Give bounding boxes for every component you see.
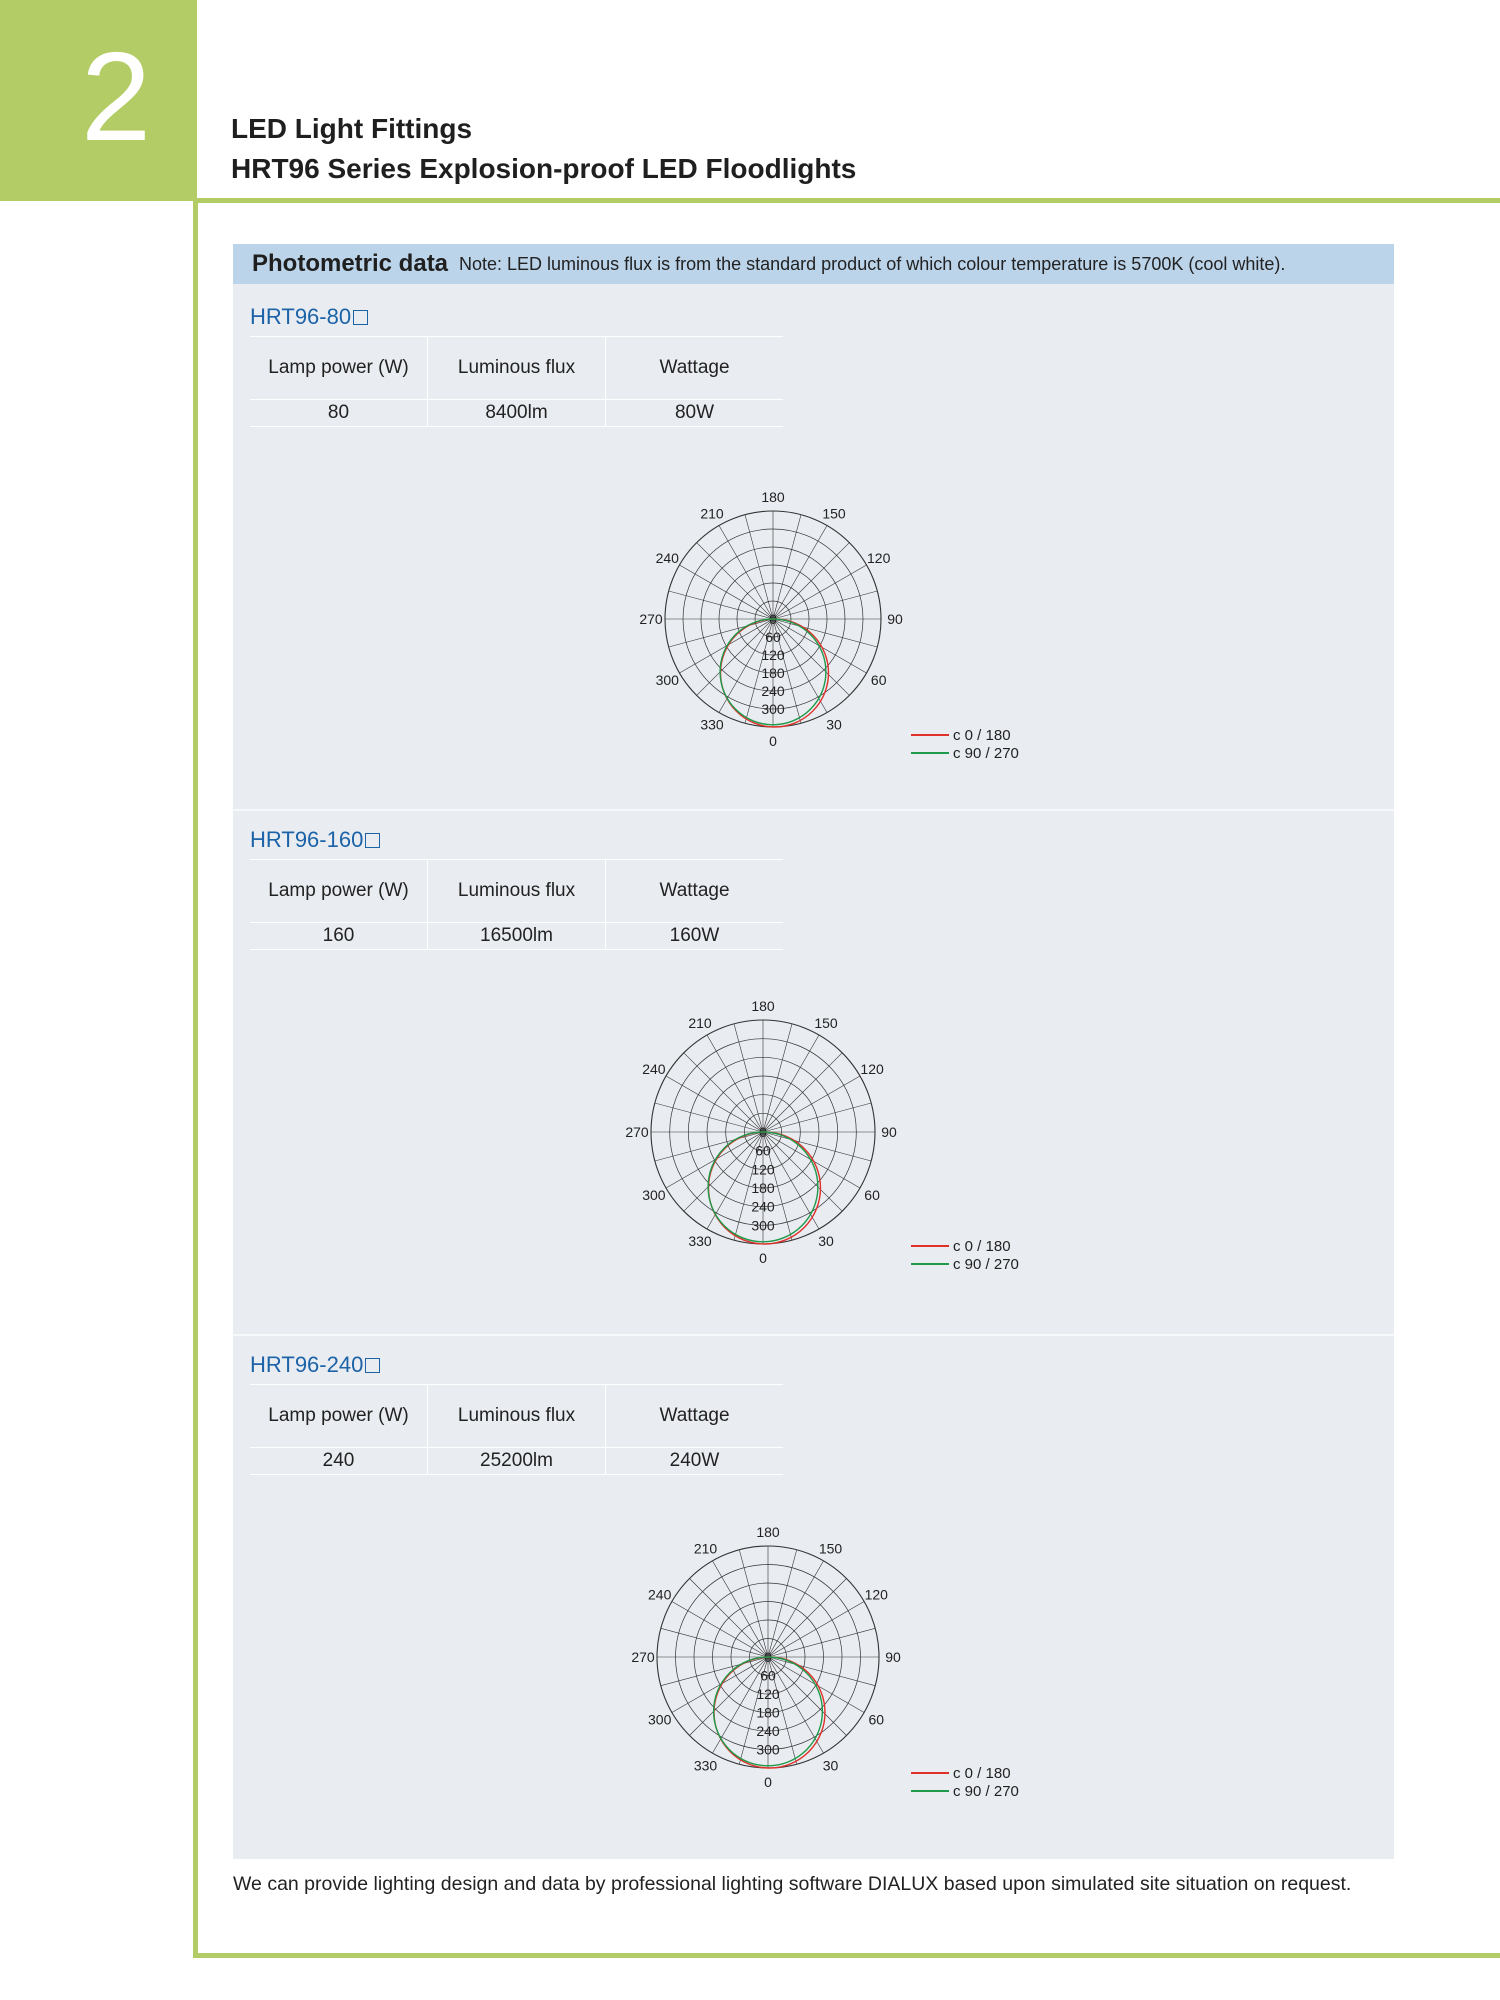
panel-title: Photometric data bbox=[252, 250, 449, 277]
spec-table bbox=[250, 1384, 783, 1475]
angle-tick-label: 270 bbox=[631, 1649, 655, 1665]
radial-tick-label: 240 bbox=[761, 683, 785, 699]
model-name bbox=[250, 1352, 380, 1378]
header-lamp-power: Lamp power (W) bbox=[250, 1385, 428, 1448]
footer-note: We can provide lighting design and data by professional lighting software DIALUX based upon simulated site situation on request. bbox=[233, 1873, 1352, 1895]
polar-spoke bbox=[680, 565, 774, 619]
cell-luminous-flux: 25200lm bbox=[428, 1448, 606, 1475]
polar-spoke bbox=[768, 1657, 847, 1736]
angle-tick-label: 120 bbox=[864, 1586, 888, 1603]
page-title: LED Light Fittings bbox=[231, 113, 473, 144]
angle-tick-label: 0 bbox=[759, 1250, 767, 1266]
spec-value-row bbox=[250, 1448, 783, 1475]
radial-tick-label: 0 bbox=[759, 1124, 767, 1140]
radial-tick-label: 60 bbox=[755, 1142, 771, 1159]
angle-tick-label: 90 bbox=[887, 611, 903, 627]
variant-checkbox-icon bbox=[365, 833, 380, 848]
angle-tick-label: 60 bbox=[864, 1187, 880, 1203]
model-label: HRT96-240 bbox=[250, 1352, 364, 1377]
radial-tick-label: 60 bbox=[765, 629, 781, 645]
angle-tick-label: 330 bbox=[700, 716, 724, 733]
legend-item bbox=[911, 1255, 1019, 1273]
legend-item bbox=[911, 726, 1019, 744]
legend-item bbox=[911, 1782, 1019, 1800]
spec-header-row bbox=[250, 337, 783, 400]
angle-tick-label: 210 bbox=[700, 505, 724, 522]
header-lamp-power: Lamp power (W) bbox=[250, 860, 428, 923]
radial-tick-label: 120 bbox=[761, 647, 785, 663]
header-wattage: Wattage bbox=[606, 1385, 784, 1448]
angle-tick-label: 240 bbox=[642, 1061, 666, 1077]
radial-tick-label: 240 bbox=[751, 1198, 775, 1215]
polar-spoke bbox=[763, 1035, 819, 1132]
angle-tick-label: 180 bbox=[761, 489, 785, 505]
section-divider bbox=[233, 1334, 1394, 1336]
spec-header-row bbox=[250, 1385, 783, 1448]
legend-label: c 0 / 180 bbox=[953, 726, 1011, 744]
legend-swatch bbox=[911, 734, 949, 736]
angle-tick-label: 0 bbox=[769, 733, 777, 749]
radial-tick-label: 240 bbox=[756, 1723, 780, 1739]
cell-wattage: 160W bbox=[606, 923, 784, 950]
radial-tick-label: 0 bbox=[764, 1649, 772, 1665]
angle-tick-label: 150 bbox=[818, 1540, 843, 1557]
legend-label: c 0 / 180 bbox=[953, 1237, 1011, 1255]
header-rule bbox=[197, 198, 1500, 203]
legend-item bbox=[911, 1237, 1019, 1255]
angle-tick-label: 30 bbox=[826, 716, 842, 733]
chart-legend bbox=[911, 726, 1019, 762]
angle-tick-label: 180 bbox=[756, 1524, 780, 1540]
angle-tick-label: 150 bbox=[814, 1014, 838, 1031]
polar-intensity-chart bbox=[598, 1512, 938, 1802]
spec-header-row bbox=[250, 860, 783, 923]
cell-luminous-flux: 16500lm bbox=[428, 923, 606, 950]
polar-spoke bbox=[773, 526, 827, 620]
angle-tick-label: 120 bbox=[860, 1061, 884, 1077]
radial-tick-label: 300 bbox=[761, 701, 785, 717]
legend-swatch bbox=[911, 1772, 949, 1774]
model-label: HRT96-160 bbox=[250, 827, 364, 852]
angle-tick-label: 90 bbox=[885, 1649, 901, 1665]
angle-tick-label: 90 bbox=[881, 1124, 897, 1140]
spec-table bbox=[250, 859, 783, 950]
angle-tick-label: 180 bbox=[751, 998, 775, 1014]
angle-tick-label: 0 bbox=[764, 1774, 772, 1790]
polar-spoke bbox=[684, 1053, 763, 1132]
angle-tick-label: 270 bbox=[639, 611, 663, 627]
panel-header bbox=[233, 244, 1394, 284]
legend-label: c 90 / 270 bbox=[953, 1782, 1019, 1800]
angle-tick-label: 330 bbox=[688, 1233, 712, 1250]
angle-tick-label: 60 bbox=[868, 1711, 885, 1728]
chart-legend bbox=[911, 1237, 1019, 1273]
chapter-number: 2 bbox=[80, 26, 152, 167]
polar-spoke bbox=[773, 565, 867, 619]
panel-note: Note: LED luminous flux is from the standard product of which colour temperature is 5700K (cool white). bbox=[459, 254, 1286, 274]
left-rule bbox=[193, 198, 198, 1958]
radial-tick-label: 300 bbox=[756, 1741, 780, 1758]
legend-swatch bbox=[911, 752, 949, 754]
radial-tick-label: 0 bbox=[769, 611, 777, 627]
spec-value-row bbox=[250, 923, 783, 950]
header-wattage: Wattage bbox=[606, 337, 784, 400]
spec-value-row bbox=[250, 400, 783, 427]
angle-tick-label: 330 bbox=[693, 1757, 718, 1774]
radial-tick-label: 180 bbox=[751, 1180, 775, 1196]
legend-item bbox=[911, 744, 1019, 762]
angle-tick-label: 210 bbox=[688, 1014, 712, 1031]
section-divider bbox=[233, 809, 1394, 811]
photometric-panel bbox=[233, 244, 1394, 1859]
header-luminous-flux: Luminous flux bbox=[428, 860, 606, 923]
model-label: HRT96-80 bbox=[250, 304, 352, 329]
radial-tick-label: 120 bbox=[751, 1161, 775, 1178]
cell-lamp-power: 80 bbox=[250, 400, 428, 427]
polar-spoke bbox=[763, 1053, 842, 1132]
cell-lamp-power: 240 bbox=[250, 1448, 428, 1475]
legend-swatch bbox=[911, 1263, 949, 1265]
angle-tick-label: 270 bbox=[625, 1124, 649, 1140]
polar-spoke bbox=[672, 1602, 768, 1658]
cell-luminous-flux: 8400lm bbox=[428, 400, 606, 427]
bottom-rule bbox=[193, 1953, 1500, 1958]
cell-wattage: 240W bbox=[606, 1448, 784, 1475]
angle-tick-label: 240 bbox=[648, 1586, 672, 1603]
angle-tick-label: 150 bbox=[822, 505, 846, 522]
radial-tick-label: 120 bbox=[756, 1686, 780, 1702]
angle-tick-label: 30 bbox=[822, 1757, 839, 1774]
angle-tick-label: 240 bbox=[655, 550, 679, 566]
angle-tick-label: 210 bbox=[693, 1540, 718, 1557]
angle-tick-label: 300 bbox=[655, 672, 679, 688]
page-heading bbox=[231, 112, 856, 186]
polar-spoke bbox=[768, 1561, 824, 1657]
header-wattage: Wattage bbox=[606, 860, 784, 923]
angle-tick-label: 60 bbox=[870, 672, 887, 688]
spec-table bbox=[250, 336, 783, 427]
legend-swatch bbox=[911, 1245, 949, 1247]
radial-tick-label: 60 bbox=[760, 1667, 776, 1684]
polar-spoke bbox=[768, 1602, 864, 1658]
model-name bbox=[250, 304, 368, 330]
variant-checkbox-icon bbox=[365, 1358, 380, 1373]
cell-wattage: 80W bbox=[606, 400, 784, 427]
radial-tick-label: 180 bbox=[756, 1704, 780, 1721]
model-name bbox=[250, 827, 380, 853]
polar-spoke bbox=[690, 1579, 769, 1658]
variant-checkbox-icon bbox=[353, 310, 368, 325]
angle-tick-label: 300 bbox=[642, 1187, 666, 1203]
legend-label: c 90 / 270 bbox=[953, 1255, 1019, 1273]
page-subtitle: HRT96 Series Explosion-proof LED Floodlights bbox=[231, 153, 857, 184]
polar-spoke bbox=[707, 1035, 763, 1132]
legend-swatch bbox=[911, 1790, 949, 1792]
polar-spoke bbox=[763, 1076, 860, 1132]
polar-spoke bbox=[719, 526, 773, 620]
legend-label: c 0 / 180 bbox=[953, 1764, 1011, 1782]
legend-item bbox=[911, 1764, 1019, 1782]
polar-spoke bbox=[713, 1561, 769, 1657]
header-luminous-flux: Luminous flux bbox=[428, 1385, 606, 1448]
radial-tick-label: 300 bbox=[751, 1217, 775, 1234]
polar-intensity-chart bbox=[603, 474, 943, 764]
chart-legend bbox=[911, 1764, 1019, 1800]
polar-spoke bbox=[763, 1132, 842, 1211]
angle-tick-label: 120 bbox=[867, 550, 891, 566]
radial-tick-label: 180 bbox=[761, 665, 785, 681]
legend-label: c 90 / 270 bbox=[953, 744, 1019, 762]
polar-spoke bbox=[768, 1579, 847, 1658]
header-lamp-power: Lamp power (W) bbox=[250, 337, 428, 400]
polar-spoke bbox=[697, 543, 773, 619]
header-luminous-flux: Luminous flux bbox=[428, 337, 606, 400]
angle-tick-label: 300 bbox=[648, 1711, 672, 1728]
polar-spoke bbox=[773, 543, 849, 619]
cell-lamp-power: 160 bbox=[250, 923, 428, 950]
angle-tick-label: 30 bbox=[818, 1233, 834, 1250]
polar-intensity-chart bbox=[593, 987, 933, 1277]
polar-spoke bbox=[666, 1076, 763, 1132]
